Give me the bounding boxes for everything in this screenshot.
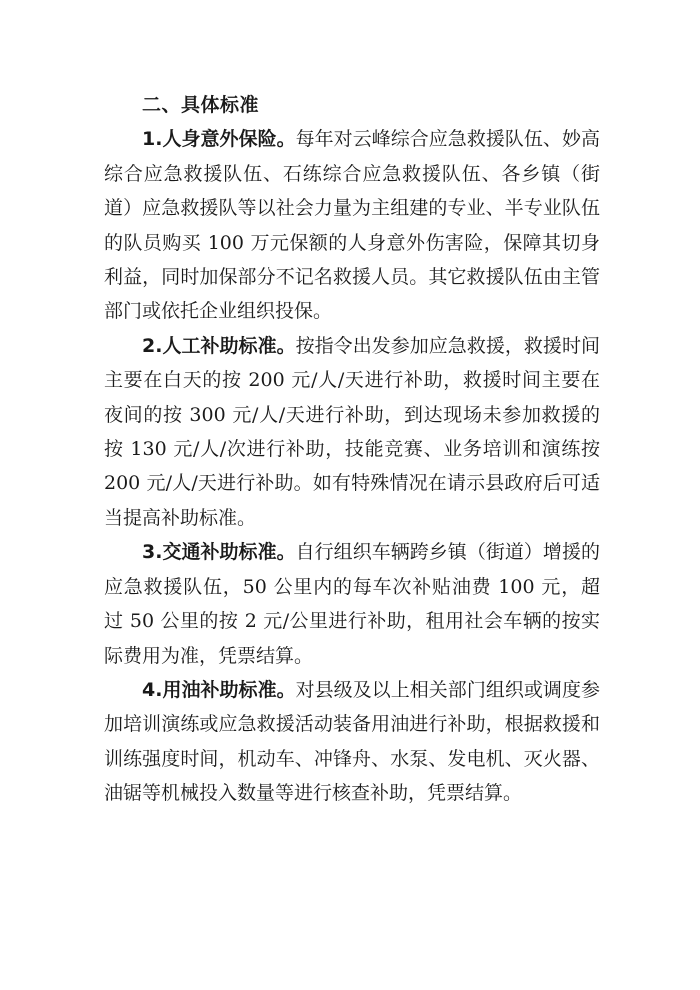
paragraph-lead: 2.人工补助标准。 [142,334,296,357]
paragraph-labor-subsidy [104,329,600,535]
section-heading: 二、具体标准 [142,94,260,116]
paragraph-lead: 3.交通补助标准。 [142,541,296,564]
paragraph-text: 对县级及以上相关部门组织或调度参加培训演练或应急救援活动装备用油进行补助，根据救援和训练强度时间，机动车、冲锋舟、水泵、发电机、灭火器、油锯等机械投入数量等进行核查补助，凭票结算。 [104,678,600,805]
paragraph-lead: 4.用油补助标准。 [142,678,296,701]
paragraph-lead: 1.人身意外保险。 [142,128,296,151]
paragraph-fuel-subsidy [104,673,600,811]
paragraph-text: 每年对云峰综合应急救援队伍、妙高综合应急救援队伍、石练综合应急救援队伍、各乡镇（街道）应急救援队等以社会力量为主组建的专业、半专业队伍的队员购买 100 万元保额的人身意外伤害险，保障其切身利益，同时加保部分不记名救援人员。其它救援队伍由主管部门或依托企业组织投保。 [104,128,600,323]
paragraph-personal-accident-insurance [104,122,600,328]
paragraph-text: 自行组织车辆跨乡镇（街道）增援的应急救援队伍，50 公里内的每车次补贴油费 100 元，超过 50 公里的按 2 元/公里进行补助，租用社会车辆的按实际费用为准，凭票结算。 [104,541,600,667]
paragraph-text: 按指令出发参加应急救援，救援时间主要在白天的按 200 元/人/天进行补助，救援时间主要在夜间的按 300 元/人/天进行补助，到达现场未参加救援的按 130 元/人/次进行补助，技能竞赛、业务培训和演练按 200 元/人/天进行补助。如有特殊情况在请示县政府后可适当提高补助标准。 [104,334,600,529]
paragraph-transport-subsidy [104,535,600,673]
document-body [104,88,600,811]
